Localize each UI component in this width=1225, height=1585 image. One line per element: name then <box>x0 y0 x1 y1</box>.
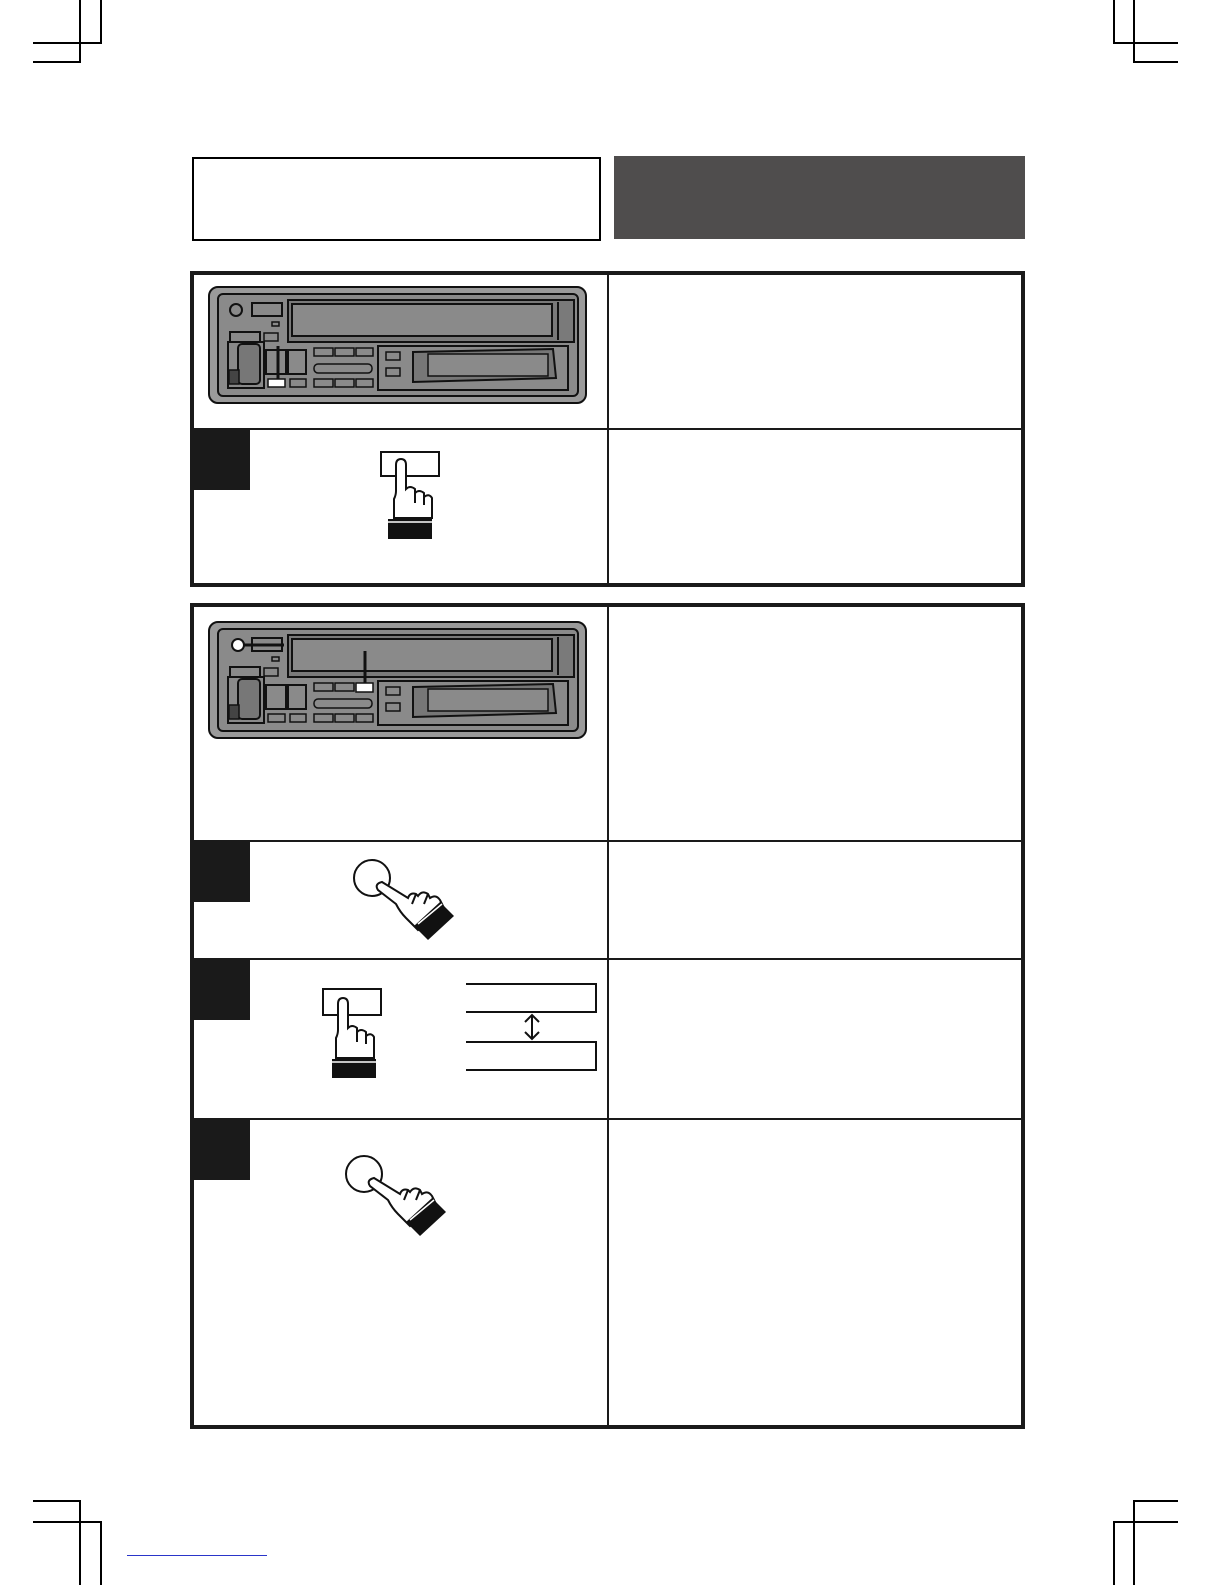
panel-2-row-divider-3 <box>193 1118 1022 1120</box>
footer-link-underline[interactable] <box>127 1555 267 1556</box>
car-radio-unit-icon <box>208 621 588 739</box>
panel-1-row-divider <box>193 428 1022 430</box>
panel-2-column-divider <box>607 606 609 1426</box>
car-radio-unit-icon <box>208 286 588 404</box>
panel-2-step-marker-3 <box>193 1120 250 1180</box>
press-button-hand-icon <box>380 451 442 541</box>
display-toggle-diagram <box>466 982 598 1072</box>
panel-2-row-divider-2 <box>193 958 1022 960</box>
header-title-box <box>192 157 601 241</box>
press-knob-hand-icon <box>344 1154 448 1236</box>
panel-2-row-divider-1 <box>193 840 1022 842</box>
up-down-arrow-icon <box>525 1015 539 1039</box>
panel-2-step-marker-1 <box>193 842 250 902</box>
panel-1-step-marker <box>193 430 250 490</box>
press-button-hand-icon <box>322 988 384 1080</box>
panel-2-step-marker-2 <box>193 960 250 1020</box>
press-knob-hand-icon <box>352 858 456 940</box>
header-section-banner <box>614 156 1025 239</box>
